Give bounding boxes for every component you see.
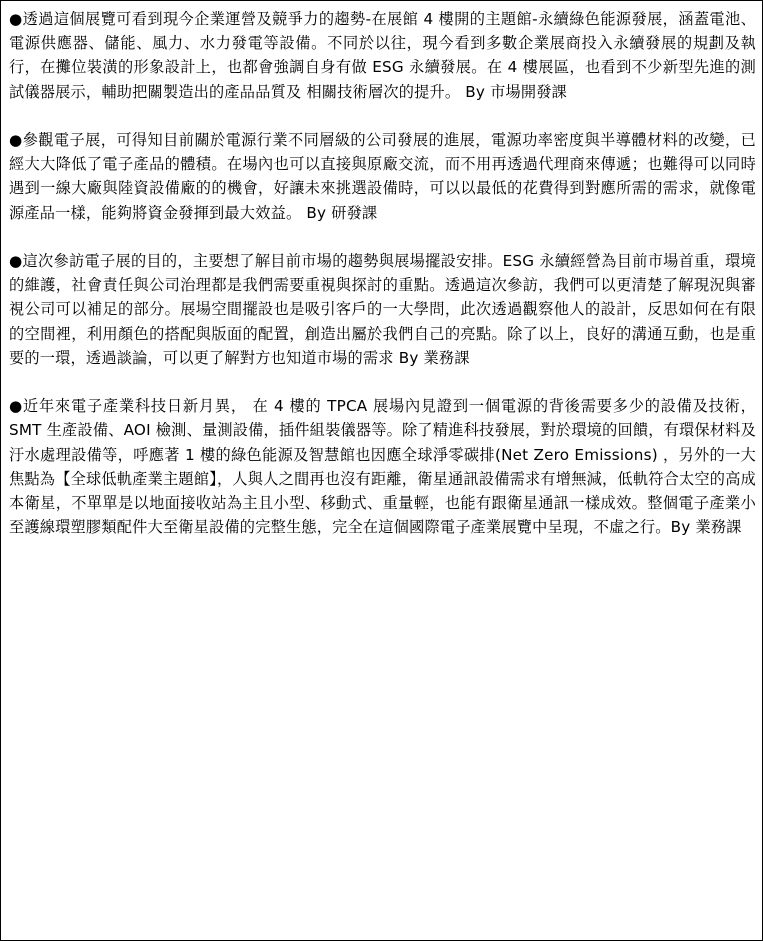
text-box-content — [1, 1, 762, 539]
paragraph-spacer — [9, 104, 756, 128]
paragraph-sales-1: ●這次參訪電子展的目的，主要想了解目前市場的趨勢與展場擺設安排。ESG 永續經營為目前市場首重，環境的維護，社會責任與公司治理都是我們需要重視與探討的重點。透過這次參訪，我們可以更清楚了解現況與審視公司可以補足的部分。展場空間擺設也是吸引客戶的一大學問，此次透過觀察他人的設計，反思如何在有限的空間裡，利用顏色的搭配與版面的配置，創造出屬於我們自己的亮點。除了以上，良好的溝通互動，也是重要的一環，透過談論，可以更了解對方也知道市場的需求 By 業務課 — [9, 252, 756, 367]
paragraph-marketing: ●透過這個展覽可看到現今企業運營及競爭力的趨勢-在展館 4 樓開的主題館-永續綠色能源發展，涵蓋電池、電源供應器、儲能、風力、水力發電等設備。不同於以往，現今看到多數企業展商投入永續發展的規劃及執行，在攤位裝潢的形象設計上，也都會強調自身有做 ESG 永續發展。在 4 樓展區，也看到不少新型先進的測試儀器展示，輔助把關製造出的產品品質及 相關技術層次的提升。 By 市場開發課 — [9, 10, 756, 101]
paragraph-spacer — [9, 370, 756, 394]
paragraph-sales-2: ●近年來電子產業科技日新月異， 在 4 樓的 TPCA 展場內見證到一個電源的背後需要多少的設備及技術，SMT 生產設備、AOI 檢測、量測設備，插件組裝儀器等。除了精進科技發展，對於環境的回饋，有環保材料及汙水處理設備等，呼應著 1 樓的綠色能源及智慧館也因應全球淨零碳排(Net Zero Emissions) ，另外的一大焦點為【全球低軌產業主題館】，人與人之間再也沒有距離，衛星通訊設備需求有增無減，低軌符合太空的高成本衛星，不單單是以地面接收站為主且小型、移動式、重量輕，也能有跟衛星通訊一樣成效。整個電子產業小至護線環塑膠類配件大至衛星設備的完整生態，完全在這個國際電子產業展覽中呈現，不虛之行。By 業務課 — [9, 397, 756, 537]
paragraph-rnd: ●參觀電子展，可得知目前關於電源行業不同層級的公司發展的進展，電源功率密度與半導體材料的改變，已經大大降低了電子產品的體積。在場內也可以直接與原廠交流，而不用再透過代理商來傳遞；也難得可以同時遇到一線大廠與陸資設備廠的的機會，好讓未來挑選設備時，可以以最低的花費得到對應所需的需求，就像電源產品一樣，能夠將資金發揮到最大效益。 By 研發課 — [9, 131, 756, 222]
paragraph-spacer — [9, 225, 756, 249]
